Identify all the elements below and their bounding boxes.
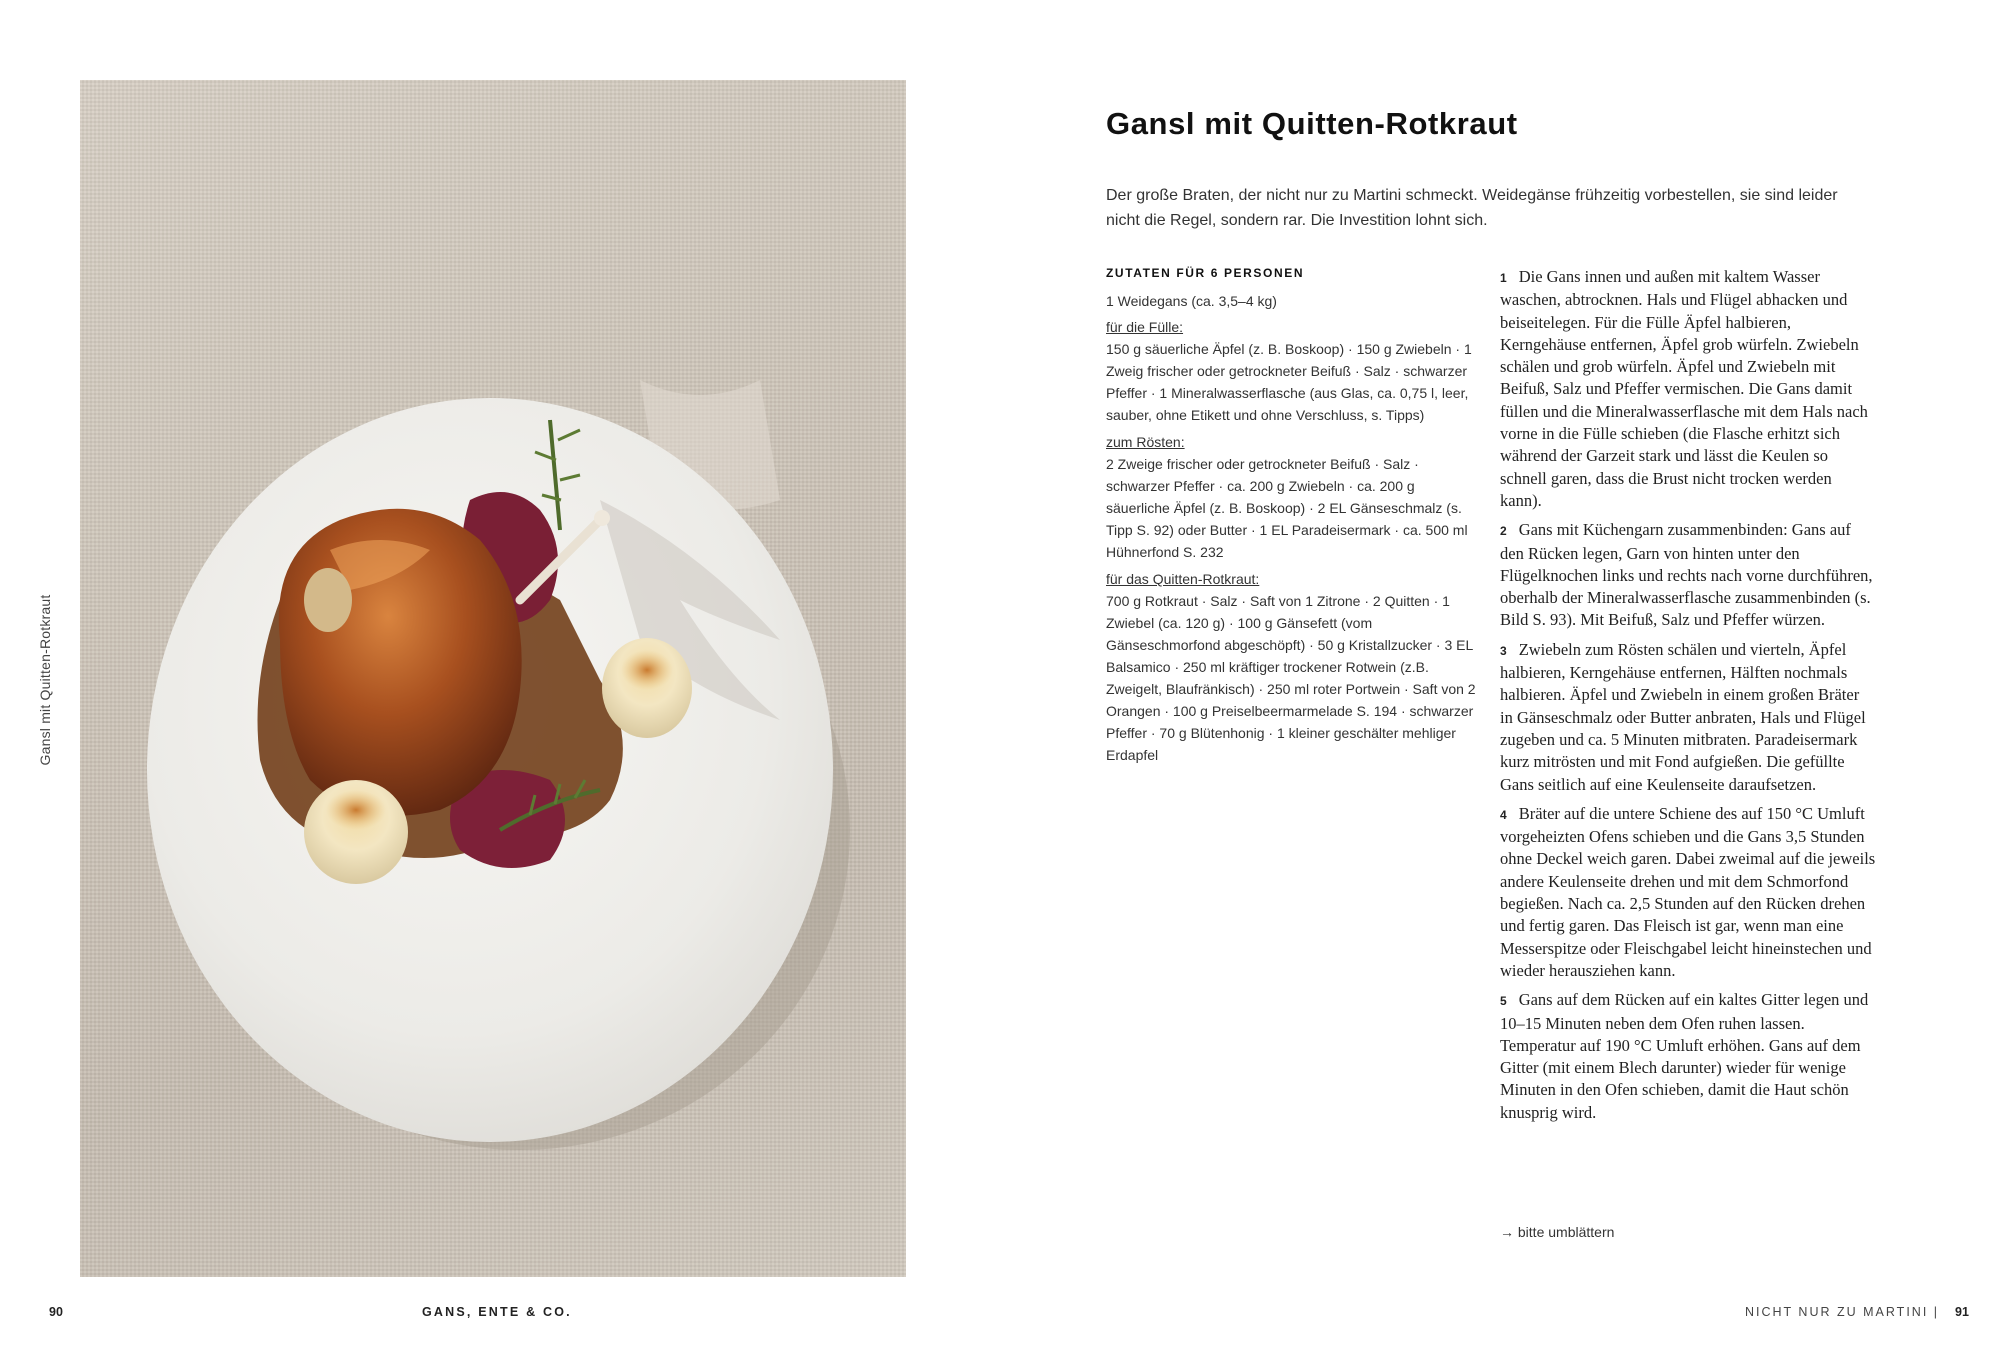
step [1500,266,1876,512]
dumpling-right-crust [621,650,673,690]
continue-note: → bitte umblättern [1500,1224,1615,1240]
section-title-left: GANS, ENTE & CO. [422,1305,572,1319]
bone-tip [594,510,610,526]
preparation-steps [1500,266,1876,1131]
step-text: Bräter auf die untere Schiene des auf 150 °C Umluft vorgeheizten Ofens schieben und die Gans 3,5 Stunden ohne Deckel weich garen. Dabei zweimal auf die jeweils andere Keulenseite drehen und mit dem Schmorfond begießen. Nach ca. 2,5 Stunden auf den Rücken drehen und fertig garen. Das Fleisch ist gar, wenn man eine Messerspitze oder Fleischgabel leicht hineinstechen und wieder herausziehen kann. [1500,803,1876,980]
step-number: 2 [1500,524,1507,539]
roast-goose-illustration [80,80,906,1277]
step-text: Gans auf dem Rücken auf ein kaltes Gitter legen und 10–15 Minuten neben dem Ofen ruhen lassen. Temperatur auf 190 °C Umluft erhöhen. Gans auf dem Gitter (mit einem Blech darunter) wieder für wenige Minuten in den Ofen schieben, damit die Haut schön knusprig wird. [1500,990,1869,1122]
roasted-onion [304,568,352,632]
step [1500,989,1876,1124]
dumpling-left-crust [326,790,386,830]
side-running-title: Gansl mit Quitten-Rotkraut [37,594,53,766]
step-text: Zwiebeln zum Rösten schälen und vierteln, Äpfel halbieren, Kerngehäuse entfernen, Hälften nochmals halbieren. Äpfel und Zwiebeln in einem großen Bräter in Gänseschmalz oder Butter anbraten, Hals und Flügel zugeben und ca. 5 Minuten mitbraten. Paradeisermark kurz mitrösten und mit Fond aufgießen. Die gefüllte Gans seitlich auf eine Keulenseite daraufsetzen. [1500,639,1866,794]
ingredient-group-label: für die Fülle: [1106,319,1184,335]
step [1500,639,1876,796]
ingredient-group-text: 150 g säuerliche Äpfel (z. B. Boskoop) · 150 g Zwiebeln · 1 Zweig frischer oder getrockneter Beifuß · Salz · schwarzer Pfeffer · 1 Mineralwasserflasche (aus Glas, ca. 0,75 l, leer, sauber, ohne Etikett und ohne Verschluss, s. Tipps) [1106,341,1472,423]
recipe-intro: Der große Braten, der nicht nur zu Martini schmeckt. Weidegänse frühzeitig vorbestellen, sie sind leider nicht die Regel, sondern rar. Die Investition lohnt sich. [1106,187,1838,229]
step-number: 1 [1500,271,1507,285]
step-number: 3 [1500,643,1507,658]
step [1500,803,1876,982]
ingredient-group-text: 2 Zweige frischer oder getrockneter Beifuß · Salz · schwarzer Pfeffer · ca. 200 g Zwiebeln · ca. 200 g säuerliche Äpfel (z. B. Boskoop) · 2 EL Gänseschmalz (s. Tipp S. 92) oder Butter · 1 EL Paradeisermark · ca. 500 ml Hühnerfond S. 232 [1106,456,1468,560]
dish-photo [80,80,906,1277]
ingredient-group-label: für das Quitten-Rotkraut: [1106,571,1260,587]
step-number: 4 [1500,807,1507,822]
page-number-right: 91 [1955,1305,1969,1319]
ingredient-group-label: zum Rösten: [1106,434,1185,450]
page-number-left: 90 [49,1305,63,1319]
recipe-title: Gansl mit Quitten-Rotkraut [1106,106,1518,141]
step [1500,519,1876,631]
step-number: 5 [1500,994,1507,1009]
ingredient-group-text: 700 g Rotkraut · Salz · Saft von 1 Zitrone · 2 Quitten · 1 Zwiebel (ca. 120 g) · 100 g Gänsefett (vom Gänseschmorfond abgeschöpft) · 50 g Kristallzucker · 3 EL Balsamico · 250 ml kräftiger trockener Rotwein (z.B. Zweigelt, Blaufränkisch) · 250 ml roter Portwein · Saft von 2 Orangen · 100 g Preiselbeermarmelade S. 194 · schwarzer Pfeffer · 70 g Blütenhonig · 1 kleiner geschälter mehliger Erdapfel [1106,593,1476,763]
step-text: Die Gans innen und außen mit kaltem Wasser waschen, abtrocknen. Hals und Flügel abhacken und beiseitelegen. Für die Fülle Äpfel halbieren, Kerngehäuse entfernen, Äpfel grob würfeln. Zwiebeln schälen und grob würfeln. Äpfel und Zwiebeln mit Beifuß, Salz und Pfeffer vermischen. Die Gans damit füllen und die Mineralwasserflasche mit dem Hals nach vorne in die Fülle schieben (die Flasche erhitzt sich während der Garzeit stark und lässt die Keulen so schnell garen, dass die Brust nicht trocken werden kann). [1500,267,1868,510]
ingredients-heading: ZUTATEN FÜR 6 PERSONEN [1106,266,1305,280]
ingredient-main: 1 Weidegans (ca. 3,5–4 kg) [1106,293,1277,309]
ingredients-column [1106,266,1476,771]
section-title-right: NICHT NUR ZU MARTINI | [1745,1305,1940,1319]
step-text: Gans mit Küchengarn zusammenbinden: Gans auf den Rücken legen, Garn von hinten unter den Flügelknochen links und rechts nach vorne durchführen, oberhalb der Mineralwasserflasche zusammenbinden (s. Bild S. 93). Mit Beifuß, Salz und Pfeffer würzen. [1500,520,1873,630]
